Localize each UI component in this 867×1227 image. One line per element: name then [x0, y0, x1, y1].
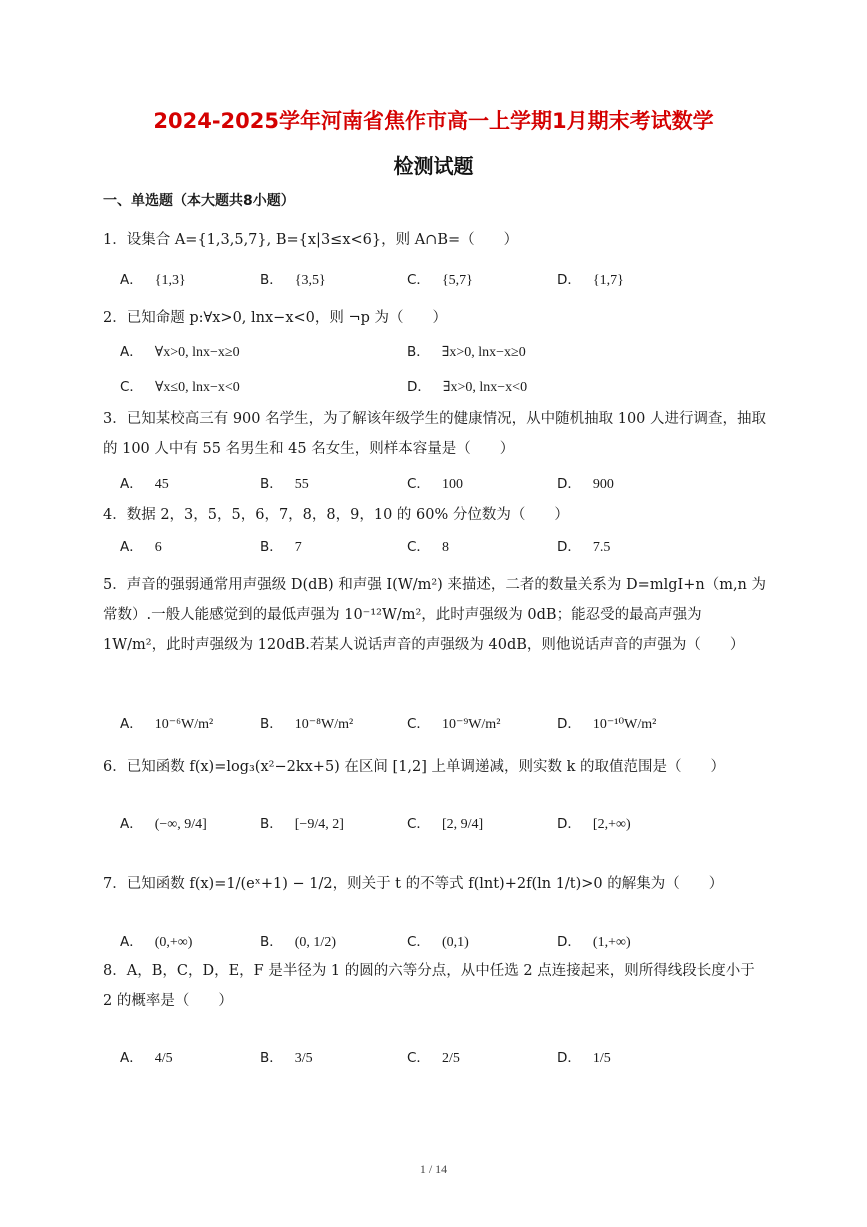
option-value: 10⁻⁸W/m² [294, 717, 354, 732]
q1-option-c [407, 268, 473, 289]
option-label: D． [557, 934, 581, 950]
q2-option-c [120, 375, 240, 396]
option-value: 7 [294, 540, 302, 555]
option-label: A． [120, 272, 143, 288]
option-label: D． [557, 272, 581, 288]
option-label: B． [260, 476, 283, 492]
question-2-stem: 2．已知命题 p:∀x>0, lnx−x<0，则 ¬p 为（ ） [103, 310, 448, 326]
option-value: 900 [592, 477, 614, 492]
q8-option-b [260, 1046, 313, 1067]
page-number: 1 / 14 [419, 1162, 448, 1176]
option-label: B． [260, 716, 283, 732]
q5-option-b [260, 712, 353, 733]
option-label: A． [120, 716, 143, 732]
q3-option-d [557, 472, 614, 493]
option-label: D． [557, 476, 581, 492]
question-4-stem: 4．数据 2，3，5，5，6，7，8，8，9，10 的 60% 分位数为（ ） [103, 507, 569, 523]
q7-option-b [260, 930, 336, 951]
question-3-stem: 3．已知某校高三有 900 名学生，为了解该年级学生的健康情况，从中随机抽取 100 人进行调查，抽取的 100 人中有 55 名男生和 45 名女生，则样本容量是（ ） [103, 411, 767, 457]
option-value: ∀x≤0, lnx−x<0 [154, 380, 240, 395]
option-value: [2,+∞) [592, 817, 631, 832]
option-label: D． [557, 716, 581, 732]
option-label: B． [260, 816, 283, 832]
option-value: 6 [154, 540, 162, 555]
option-value: 10⁻⁹W/m² [441, 717, 501, 732]
q6-option-c [407, 812, 483, 833]
q4-option-d [557, 535, 610, 556]
q4-option-a [120, 535, 162, 556]
option-label: C． [407, 539, 430, 555]
option-label: C． [407, 272, 430, 288]
option-label: B． [407, 344, 430, 360]
q1-option-d [557, 268, 624, 289]
q8-option-d [557, 1046, 611, 1067]
option-value: ∃x>0, lnx−x<0 [442, 380, 528, 395]
option-value: 3/5 [294, 1051, 313, 1066]
option-label: C． [407, 816, 430, 832]
document-title: 2024-2025学年河南省焦作市高一上学期1月期末考试数学 [153, 109, 714, 133]
option-value: (0,1) [441, 935, 469, 950]
option-value: 55 [294, 477, 309, 492]
option-value: ∀x>0, lnx−x≥0 [154, 345, 240, 360]
q3-option-a [120, 472, 169, 493]
q3-option-c [407, 472, 463, 493]
q1-option-a [120, 268, 186, 289]
option-label: B． [260, 539, 283, 555]
option-label: A． [120, 816, 143, 832]
option-value: {3,5} [294, 273, 326, 288]
q4-option-c [407, 535, 449, 556]
option-value: 4/5 [154, 1051, 173, 1066]
option-label: B． [260, 934, 283, 950]
option-value: ∃x>0, lnx−x≥0 [441, 345, 526, 360]
option-label: B． [260, 272, 283, 288]
option-value: (−∞, 9/4] [154, 817, 207, 832]
option-value: 2/5 [441, 1051, 460, 1066]
option-value: (0,+∞) [154, 935, 193, 950]
section-heading: 一、单选题（本大题共8小题） [103, 193, 295, 209]
q1-option-b [260, 268, 326, 289]
option-value: 10⁻¹⁰W/m² [592, 717, 657, 732]
question-6-stem: 6．已知函数 f(x)=log₃(x²−2kx+5) 在区间 [1,2] 上单调递减，则实数 k 的取值范围是（ ） [103, 759, 726, 775]
option-label: C． [120, 379, 143, 395]
option-value: [2, 9/4] [441, 817, 484, 832]
q6-option-b [260, 812, 344, 833]
q5-option-d [557, 712, 656, 733]
option-value: [−9/4, 2] [294, 817, 344, 832]
option-value: 10⁻⁶W/m² [154, 717, 214, 732]
option-value: 8 [441, 540, 449, 555]
option-label: D． [557, 816, 581, 832]
option-label: A． [120, 934, 143, 950]
question-7-stem: 7．已知函数 f(x)=1/(eˣ+1) − 1/2，则关于 t 的不等式 f(lnt)+2f(ln 1/t)>0 的解集为（ ） [103, 876, 724, 892]
option-label: C． [407, 1050, 430, 1066]
option-value: 7.5 [592, 540, 611, 555]
option-label: C． [407, 716, 430, 732]
question-5-stem: 5．声音的强弱通常用声强级 D(dB) 和声强 I(W/m²) 来描述，二者的数量关系为 D=mlgI+n（m,n 为常数）.一般人能感觉到的最低声强为 10⁻¹²W/m²，此时声强级为 0dB；能忍受的最高声强为 1W/m²，此时声强级为 120dB.若某人说话声音的声强级为 40dB，则他说话声音的声强为（ ） [103, 577, 767, 653]
question-8-stem: 8．A，B，C，D，E，F 是半径为 1 的圆的六等分点，从中任选 2 点连接起来，则所得线段长度小于 2 的概率是（ ） [103, 963, 755, 1009]
q5-option-c [407, 712, 500, 733]
q5-option-a [120, 712, 213, 733]
question-1-stem: 1．设集合 A={1,3,5,7}, B={x|3≤x<6}，则 A∩B=（ ） [103, 232, 519, 248]
q7-option-a [120, 930, 192, 951]
q8-option-a [120, 1046, 173, 1067]
q6-option-d [557, 812, 631, 833]
option-label: D． [557, 1050, 581, 1066]
option-value: {1,3} [154, 273, 186, 288]
option-value: 100 [441, 477, 463, 492]
q3-option-b [260, 472, 309, 493]
option-value: 45 [154, 477, 169, 492]
option-value: (1,+∞) [592, 935, 631, 950]
q2-option-a [120, 340, 240, 361]
q6-option-a [120, 812, 207, 833]
option-value: (0, 1/2) [294, 935, 336, 950]
option-value: {1,7} [592, 273, 624, 288]
q4-option-b [260, 535, 302, 556]
option-value: {5,7} [441, 273, 473, 288]
q2-option-d [407, 375, 527, 396]
option-label: A． [120, 539, 143, 555]
option-label: B． [260, 1050, 283, 1066]
q8-option-c [407, 1046, 460, 1067]
option-label: A． [120, 344, 143, 360]
q2-option-b [407, 340, 526, 361]
option-label: A． [120, 1050, 143, 1066]
option-label: D． [557, 539, 581, 555]
q7-option-d [557, 930, 631, 951]
option-value: 1/5 [592, 1051, 611, 1066]
option-label: A． [120, 476, 143, 492]
document-subtitle: 检测试题 [393, 154, 474, 178]
option-label: C． [407, 476, 430, 492]
q7-option-c [407, 930, 469, 951]
option-label: D． [407, 379, 431, 395]
option-label: C． [407, 934, 430, 950]
